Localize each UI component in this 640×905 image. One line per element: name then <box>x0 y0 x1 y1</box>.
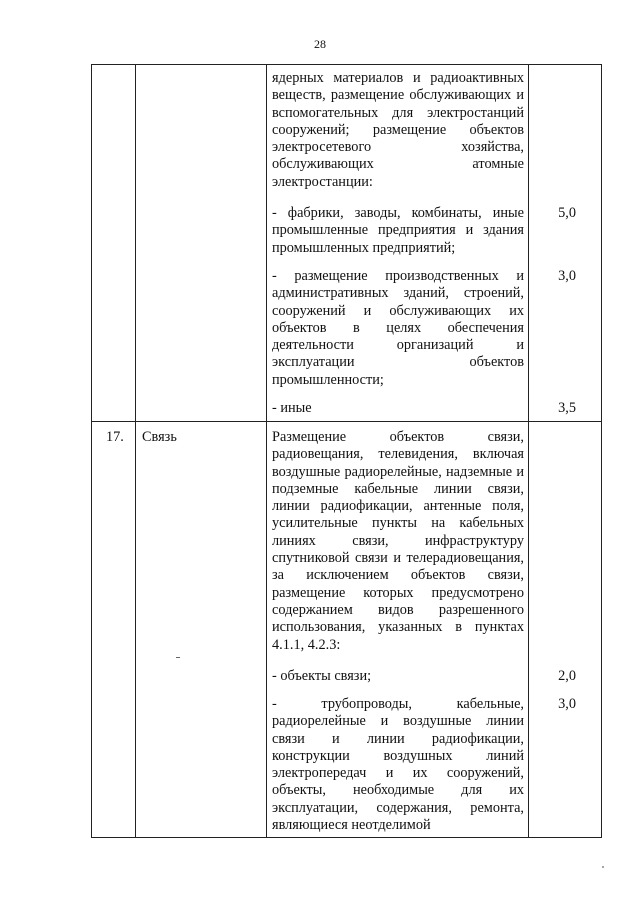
scan-mark <box>176 657 180 658</box>
row-divider <box>92 421 601 422</box>
description-block: - размещение производственных и административных зданий, строений, сооружений и обслуживающих их объектов в целях обеспечения деятельности организаций и эксплуатации объектов промышленности; <box>272 268 524 388</box>
coefficient-value: 3,0 <box>558 696 576 712</box>
description-block: - трубопроводы, кабельные, радиорелейные и воздушные линии связи и линии радиофикации, конструкции воздушных линий электропередач и их сооружений, объекты, необходимые для их эксплуатации, содержания, ремонта, являющиеся неотделимой <box>272 696 524 834</box>
column-divider-name <box>266 65 267 837</box>
scan-dot <box>602 866 604 868</box>
description-block: - иные <box>272 400 312 416</box>
description-block: ядерных материалов и радиоактивных веществ, размещение обслуживающих и вспомогательных для электростанций сооружений; размещение объектов электросетевого хозяйства, обслуживающих атомные электростанции: <box>272 70 524 190</box>
coefficient-value: 3,5 <box>558 400 576 416</box>
description-block: - фабрики, заводы, комбинаты, иные промышленные предприятия и здания промышленных предприятий; <box>272 205 524 256</box>
row-name: Связь <box>142 429 177 445</box>
description-block: - объекты связи; <box>272 668 372 684</box>
row-number: 17. <box>106 429 124 445</box>
page-number: 28 <box>314 37 326 51</box>
coefficient-value: 3,0 <box>558 268 576 284</box>
coefficient-value: 5,0 <box>558 205 576 221</box>
table-bottom-border <box>91 837 602 838</box>
coefficient-value: 2,0 <box>558 668 576 684</box>
description-block: Размещение объектов связи, радиовещания, телевидения, включая воздушные радиорелейные, надземные и подземные кабельные линии связи, линии радиофикации, антенные поля, усилительные пункты на кабельных линиях связи, инфраструктуру спутниковой связи и телерадиовещания, за исключением объектов связи, размещение которых предусмотрено содержанием видов разрешенного использования, указанных в пунктах 4.1.1, 4.2.3: <box>272 429 524 653</box>
column-divider-description <box>528 65 529 837</box>
column-divider-number <box>135 65 136 837</box>
zoning-table <box>91 64 602 837</box>
